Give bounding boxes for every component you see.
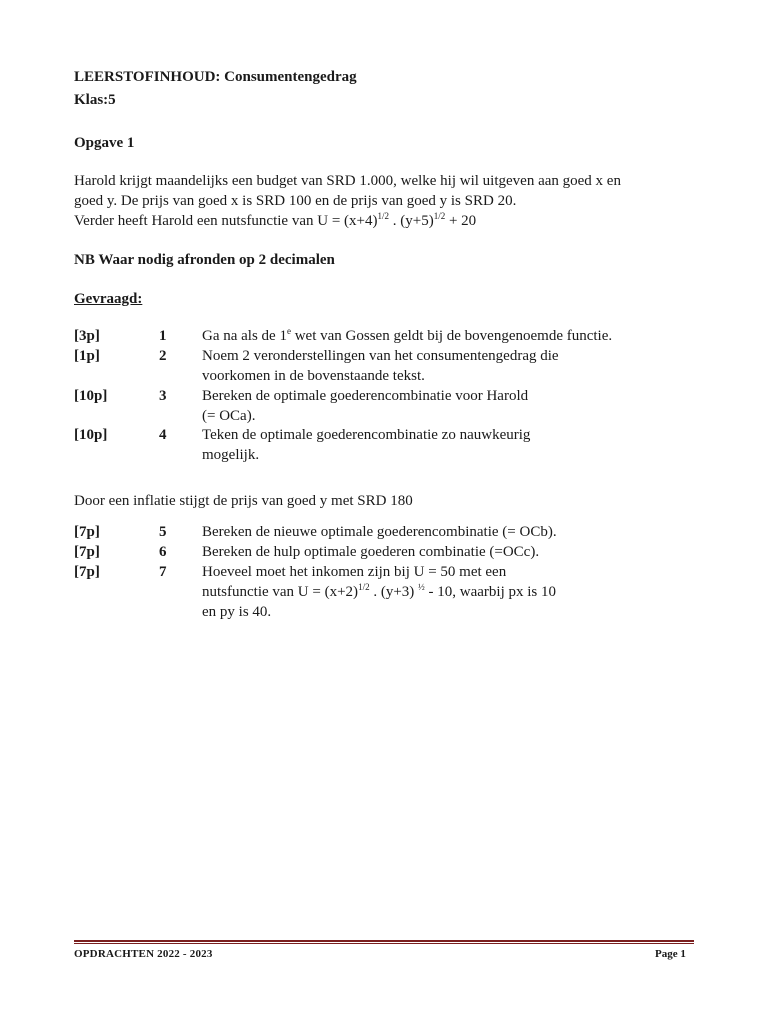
utility-text-c: + 20 bbox=[445, 213, 477, 229]
question-text-b: wet van Gossen geldt bij de bovengenoemde functie. bbox=[290, 328, 613, 344]
question-number: 7 bbox=[159, 564, 167, 580]
utility-text-a: Verder heeft Harold een nutsfunctie van U = (x+4) bbox=[74, 213, 378, 229]
question-points: [10p] bbox=[74, 427, 108, 443]
exponent: 1/2 bbox=[433, 211, 446, 221]
question-text bbox=[202, 386, 672, 426]
question-points: [7p] bbox=[74, 524, 100, 540]
question-row bbox=[74, 562, 694, 622]
asked-heading: Gevraagd: bbox=[74, 291, 143, 307]
question-number: 2 bbox=[159, 348, 167, 364]
intro-paragraph-line-3 bbox=[74, 211, 476, 231]
utility-text-b: . (y+3) bbox=[369, 584, 419, 600]
section-heading: Opgave 1 bbox=[74, 135, 135, 151]
question-text-line: en py is 40. bbox=[202, 604, 272, 620]
question-number: 5 bbox=[159, 524, 167, 540]
question-text bbox=[202, 346, 672, 386]
class-line: Klas:5 bbox=[74, 92, 116, 108]
intro-paragraph-line-1: Harold krijgt maandelijks een budget van SRD 1.000, welke hij wil uitgeven aan goed x en bbox=[74, 173, 621, 189]
document-title: LEERSTOFINHOUD: Consumentengedrag bbox=[74, 69, 357, 85]
utility-text-a: nutsfunctie van U = (x+2) bbox=[202, 584, 359, 600]
footer-label: OPDRACHTEN 2022 - 2023 bbox=[74, 948, 213, 960]
question-points: [7p] bbox=[74, 544, 100, 560]
question-text-line: Hoeveel moet het inkomen zijn bij U = 50 met een bbox=[202, 564, 507, 580]
question-text: Bereken de nieuwe optimale goederencombinatie (= OCb). bbox=[202, 524, 557, 540]
question-text: Bereken de hulp optimale goederen combinatie (=OCc). bbox=[202, 544, 540, 560]
question-text-line: voorkomen in de bovenstaande tekst. bbox=[202, 368, 425, 384]
intro-paragraph-line-2: goed y. De prijs van goed x is SRD 100 en de prijs van goed y is SRD 20. bbox=[74, 193, 517, 209]
rounding-note: NB Waar nodig afronden op 2 decimalen bbox=[74, 252, 335, 268]
exponent: ½ bbox=[418, 582, 425, 592]
question-row bbox=[74, 425, 694, 465]
question-text-line: Bereken de optimale goederencombinatie voor Harold bbox=[202, 388, 529, 404]
exponent: 1/2 bbox=[358, 582, 370, 592]
question-text bbox=[202, 425, 672, 465]
question-number: 3 bbox=[159, 388, 167, 404]
question-text-line: mogelijk. bbox=[202, 447, 260, 463]
ordinal-superscript: e bbox=[286, 326, 291, 336]
question-text-line: Teken de optimale goederencombinatie zo nauwkeurig bbox=[202, 427, 531, 443]
question-text-line: (= OCa). bbox=[202, 408, 256, 424]
inflation-statement: Door een inflatie stijgt de prijs van goed y met SRD 180 bbox=[74, 493, 413, 509]
question-row bbox=[74, 326, 694, 346]
question-points: [10p] bbox=[74, 388, 108, 404]
question-points: [3p] bbox=[74, 328, 100, 344]
footer-rule bbox=[74, 940, 694, 944]
utility-text-b: . (y+5) bbox=[389, 213, 434, 229]
question-row bbox=[74, 346, 694, 386]
question-text-line bbox=[202, 582, 672, 602]
question-row bbox=[74, 522, 694, 542]
question-points: [1p] bbox=[74, 348, 100, 364]
utility-text-c: - 10, waarbij px is 10 bbox=[424, 584, 557, 600]
question-text bbox=[202, 326, 672, 346]
question-number: 4 bbox=[159, 427, 167, 443]
question-number: 6 bbox=[159, 544, 167, 560]
question-text bbox=[202, 562, 672, 622]
question-points: [7p] bbox=[74, 564, 100, 580]
page-number: Page 1 bbox=[655, 948, 686, 960]
question-row bbox=[74, 542, 694, 562]
question-row bbox=[74, 386, 694, 426]
question-text-a: Ga na als de 1 bbox=[202, 328, 287, 344]
question-number: 1 bbox=[159, 328, 167, 344]
question-text-line: Noem 2 veronderstellingen van het consumentengedrag die bbox=[202, 348, 559, 364]
exponent: 1/2 bbox=[377, 211, 389, 221]
